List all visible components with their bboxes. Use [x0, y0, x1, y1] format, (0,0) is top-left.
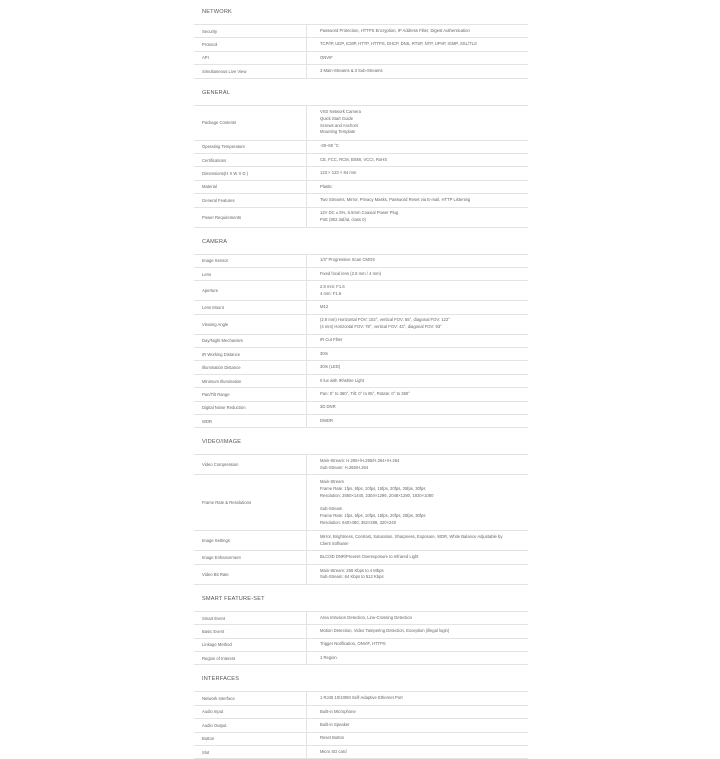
spec-value-line: Area Intrusion Detection, Line-Crossing Detection	[320, 614, 412, 620]
spec-label: Basic Event	[194, 625, 307, 637]
spec-row	[194, 375, 528, 388]
spec-label: Button	[194, 733, 307, 745]
spec-label: Material	[194, 181, 307, 193]
spec-row	[194, 625, 528, 638]
spec-value-line: IR Cut Filter	[320, 337, 343, 343]
spec-row	[194, 612, 528, 625]
spec-value	[307, 361, 528, 373]
spec-label: Video Bit Rate	[194, 565, 307, 584]
spec-value	[307, 154, 528, 166]
spec-value-line: PoE (802.3af/at, class 0)	[320, 217, 366, 223]
spec-value	[307, 348, 528, 360]
spec-value-line: 1/3" Progressive Scan CMOS	[320, 257, 376, 263]
spec-value	[307, 612, 528, 624]
spec-value-line: Fixed focal lens (2.8 mm / 4 mm)	[320, 270, 381, 276]
spec-row	[194, 361, 528, 374]
spec-row	[194, 52, 528, 65]
spec-value	[307, 388, 528, 400]
spec-label: Certifications	[194, 154, 307, 166]
spec-value	[307, 25, 528, 37]
spec-row	[194, 335, 528, 348]
spec-value	[307, 335, 528, 347]
spec-value-line: BLC/3D DNR/Prevent Overexposure to Infrared Light	[320, 554, 419, 560]
spec-label: Power Requirements	[194, 208, 307, 227]
spec-row	[194, 181, 528, 194]
spec-value	[307, 52, 528, 64]
spec-value-line: Client Software	[320, 540, 349, 546]
spec-label: Image Enhancement	[194, 551, 307, 563]
spec-label: Aperture	[194, 281, 307, 300]
spec-row	[194, 692, 528, 705]
spec-label: Audio Output	[194, 719, 307, 731]
spec-value-line: Pan: 0° to 360°, Tilt: 0° to 85°, Rotate: 0° to 360°	[320, 391, 410, 397]
spec-value	[307, 38, 528, 50]
spec-value	[307, 625, 528, 637]
spec-label: Image Sensor	[194, 255, 307, 267]
section-title: VIDEO/IMAGE	[194, 430, 528, 455]
spec-value-line: 12V DC ± 5%, 5.5mm Coaxial Power Plug	[320, 210, 399, 216]
spec-value-line: Password Protection, HTTPS Encryption, IP Address Filter, Digest Authentication	[320, 27, 470, 33]
spec-value-line: 1 RJ45 10/100M Self-Adaptive Ethernet Port	[320, 695, 403, 701]
spec-value-line: Motion Detection, Video Tampering Detection, Exception (illegal login)	[320, 628, 450, 633]
spec-label: Video Compression	[194, 455, 307, 474]
spec-row	[194, 315, 528, 335]
spec-value-line: 30m	[320, 350, 329, 356]
spec-row	[194, 719, 528, 732]
spec-row	[194, 475, 528, 531]
spec-value	[307, 375, 528, 387]
spec-row	[194, 25, 528, 38]
spec-value-line	[320, 500, 528, 507]
section-title: GENERAL	[194, 81, 528, 106]
spec-label: Region of Interest	[194, 652, 307, 664]
spec-label: Linkage Method	[194, 639, 307, 651]
spec-row	[194, 402, 528, 415]
spec-label: Audio Input	[194, 706, 307, 718]
spec-value-line: 30m (LED)	[320, 364, 341, 370]
spec-label: IR Working Distance	[194, 348, 307, 360]
spec-table	[194, 0, 528, 759]
spec-row	[194, 746, 528, 759]
spec-value-line: Resolution: 640×480, 352×288, 320×240	[320, 519, 397, 525]
spec-label: Digital Noise Reduction	[194, 402, 307, 414]
spec-label: Smart Event	[194, 612, 307, 624]
spec-row	[194, 733, 528, 746]
spec-value-line: DWDR	[320, 417, 334, 423]
spec-value	[307, 551, 528, 563]
section-title: NETWORK	[194, 0, 528, 25]
section-title: INTERFACES	[194, 667, 528, 692]
spec-value	[307, 746, 528, 758]
section-title: SMART FEATURE-SET	[194, 587, 528, 612]
spec-row	[194, 281, 528, 301]
spec-value	[307, 181, 528, 193]
spec-value-line: Trigger Notification, ONVIF, HTTPS	[320, 641, 386, 647]
spec-value-line: 2.8 mm: F1.6	[320, 284, 345, 289]
spec-value	[307, 455, 528, 474]
spec-value-line: (4 mm) Horizontal FOV: 78°, vertical FOV: 43°, diagonal FOV: 93°	[320, 324, 442, 330]
spec-label: Protocol	[194, 38, 307, 50]
spec-value	[307, 415, 528, 427]
spec-value	[307, 194, 528, 206]
section-title: CAMERA	[194, 230, 528, 255]
spec-row	[194, 415, 528, 428]
spec-value-line: M12	[320, 304, 329, 310]
spec-value-line: Main-Stream	[320, 479, 344, 485]
spec-value	[307, 565, 528, 584]
spec-label: Security	[194, 25, 307, 37]
spec-value-line: (2.8 mm) Horizontal FOV: 102°, vertical FOV: 55°, diagonal FOV: 122°	[320, 317, 451, 323]
spec-value-line: 3D DNR	[320, 404, 336, 410]
spec-value-line: 0 lux with IR/white Light	[320, 377, 364, 383]
spec-row	[194, 268, 528, 281]
spec-label: WDR	[194, 415, 307, 427]
spec-label: Dimensions(H X W X D )	[194, 167, 307, 179]
spec-value	[307, 692, 528, 704]
spec-label: Simultaneous Live View	[194, 65, 307, 77]
spec-label: Pan/Tilt Range	[194, 388, 307, 400]
spec-row	[194, 455, 528, 475]
spec-value-line: Frame Rate: 1fps, 5fps, 10fps, 15fps, 20fps, 25fps, 30fps	[320, 485, 426, 491]
spec-label: Image Settings	[194, 531, 307, 550]
spec-value-line: Sub-Stream	[320, 506, 343, 512]
spec-value-line: Screws and Anchors	[320, 122, 359, 128]
spec-value	[307, 255, 528, 267]
spec-value-line: 4 mm: F1.6	[320, 290, 342, 296]
spec-value-line: Built-in Microphone	[320, 708, 356, 714]
spec-value	[307, 402, 528, 414]
spec-label: Lens Mount	[194, 301, 307, 313]
spec-row	[194, 639, 528, 652]
spec-value	[307, 719, 528, 731]
spec-value-line: ONVIF	[320, 54, 333, 60]
spec-value	[307, 106, 528, 140]
spec-row	[194, 141, 528, 154]
spec-row	[194, 65, 528, 78]
spec-row	[194, 106, 528, 141]
spec-value	[307, 301, 528, 313]
spec-row	[194, 531, 528, 551]
spec-value-line: 123 × 123 × 84 mm	[320, 170, 357, 176]
spec-label: Package Contents	[194, 106, 307, 140]
spec-value	[307, 268, 528, 280]
spec-row	[194, 194, 528, 207]
spec-row	[194, 348, 528, 361]
spec-label: Lens	[194, 268, 307, 280]
spec-label: Day/Night Mechanism	[194, 335, 307, 347]
spec-value-line: Micro SD card	[320, 748, 347, 754]
spec-row	[194, 154, 528, 167]
spec-value-line: Plastic	[320, 183, 333, 189]
spec-value-line: Resolution: 2560×1440, 2304×1296, 2048×1280, 1920×1080	[320, 492, 434, 498]
spec-row	[194, 255, 528, 268]
spec-value	[307, 639, 528, 651]
spec-value	[307, 315, 528, 334]
spec-label: Illumination Distance	[194, 361, 307, 373]
spec-label: API	[194, 52, 307, 64]
spec-value	[307, 208, 528, 227]
spec-row	[194, 38, 528, 51]
spec-value-line: Quick Start Guide	[320, 115, 354, 121]
spec-value-line: Frame Rate: 1fps, 5fps, 10fps, 15fps, 20fps, 25fps, 30fps	[320, 513, 426, 519]
spec-row	[194, 565, 528, 585]
spec-value	[307, 652, 528, 664]
spec-value	[307, 706, 528, 718]
spec-row	[194, 167, 528, 180]
spec-label: General Features	[194, 194, 307, 206]
spec-row	[194, 208, 528, 228]
spec-value	[307, 65, 528, 77]
spec-value-line: Built-in Speaker	[320, 721, 350, 727]
spec-value-line: 3 Main-Streams & 3 Sub-Streams	[320, 67, 383, 73]
spec-value-line: Reset Button	[320, 735, 345, 741]
spec-row	[194, 388, 528, 401]
spec-label: Network Interface	[194, 692, 307, 704]
spec-value-line: TCP/IP, UDP, ICMP, HTTP, HTTPS, DHCP, DNS, RTSP, NTP, UPnP, IGMP, SSL/TLS	[320, 41, 477, 47]
spec-label: Operating Temperature	[194, 141, 307, 153]
spec-value-line: Main-Stream: 256 Kbps to 4 Mbps	[320, 567, 384, 573]
spec-value	[307, 141, 528, 153]
spec-row	[194, 301, 528, 314]
spec-value-line: CE, FCC, RCM, BSMI, VCCI, RoHS	[320, 156, 388, 162]
spec-row	[194, 706, 528, 719]
spec-label: Slot	[194, 746, 307, 758]
spec-label: Frame Rate & Resolutions	[194, 475, 307, 530]
spec-row	[194, 652, 528, 665]
spec-value	[307, 167, 528, 179]
spec-value	[307, 531, 528, 550]
spec-value	[307, 281, 528, 300]
spec-value-line: Mounting Template	[320, 129, 356, 135]
spec-value-line: Main-Stream: H.265+/H.265/H.264+/H.264	[320, 458, 400, 464]
spec-value-line: Mirror, Brightness, Contrast, Saturation, Sharpness, Exposure, WDR, White Balance Adjustable by	[320, 534, 503, 540]
spec-value-line: Sub-Stream: H.265/H.264	[320, 464, 369, 470]
spec-label: Minimum Illumination	[194, 375, 307, 387]
spec-value-line: Sub-Stream: 64 Kbps to 512 Kbps	[320, 574, 384, 580]
spec-value-line: VIGI Network Camera	[320, 108, 361, 114]
spec-value	[307, 475, 528, 530]
spec-value-line: 1 Region	[320, 654, 337, 660]
spec-value-line: Two Streams, Mirror, Privacy Masks, Password Reset via E-mail, HTTP Listening	[320, 196, 471, 202]
spec-row	[194, 551, 528, 564]
spec-value	[307, 733, 528, 745]
spec-value-line: -30–60 °C	[320, 143, 339, 149]
spec-label: Viewing Angle	[194, 315, 307, 334]
